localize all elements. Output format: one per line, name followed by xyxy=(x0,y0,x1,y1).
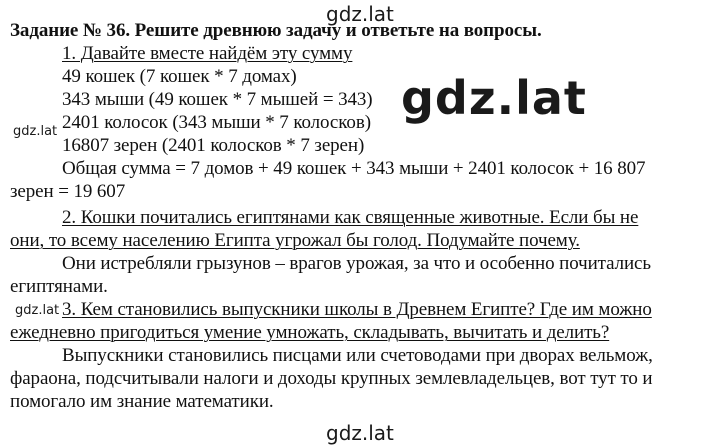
calc-line-cats: 49 кошек (7 кошек * 7 домах) xyxy=(62,66,297,87)
total-sum-line-2: зерен = 19 607 xyxy=(10,181,126,202)
section-1-heading: 1. Давайте вместе найдём эту сумму xyxy=(62,43,353,64)
calc-line-grains: 16807 зерен (2401 колосков * 7 зерен) xyxy=(62,135,365,156)
section-2-question-line-1: 2. Кошки почитались египтянами как священные животные. Если бы не xyxy=(62,207,639,228)
section-2-answer-line-1: Они истребляли грызунов – врагов урожая, за что и особенно почитались xyxy=(62,253,651,274)
section-3-question-line-1: 3. Кем становились выпускники школы в Древнем Египте? Где им можно xyxy=(62,299,652,320)
section-3-question-line-2: ежедневно пригодиться умение умножать, складывать, вычитать и делить? xyxy=(10,322,610,343)
cut-off-next-line xyxy=(10,409,650,415)
section-2-question-line-2: они, то всему населению Египта угрожал бы голод. Подумайте почему. xyxy=(10,230,580,251)
section-3-answer-line-2: фараона, подсчитывали налоги и доходы крупных землевладельцев, вот тут то и xyxy=(10,368,653,389)
watermark-top: gdz.lat xyxy=(326,2,394,26)
calc-line-spikes: 2401 колосок (343 мыши * 7 колосков) xyxy=(62,112,371,133)
section-2-answer-line-2: египтянами. xyxy=(10,276,108,297)
watermark-large: gdz.lat xyxy=(397,70,591,126)
task-title: Задание № 36. Решите древнюю задачу и ответьте на вопросы. xyxy=(10,20,542,41)
section-3-answer-line-1: Выпускники становились писцами или счетоводами при дворах вельмож, xyxy=(62,345,653,366)
watermark-left-1: gdz.lat xyxy=(13,124,58,139)
watermark-bottom: gdz.lat xyxy=(326,421,394,445)
total-sum-line-1: Общая сумма = 7 домов + 49 кошек + 343 мыши + 2401 колосок + 16 807 xyxy=(62,158,646,179)
section-3-answer-line-3: помогало им знание математики. xyxy=(10,391,274,412)
calc-line-mice: 343 мыши (49 кошек * 7 мышей = 343) xyxy=(62,89,373,110)
cut-off-text xyxy=(10,409,650,415)
watermark-left-2: gdz.lat xyxy=(15,303,60,318)
